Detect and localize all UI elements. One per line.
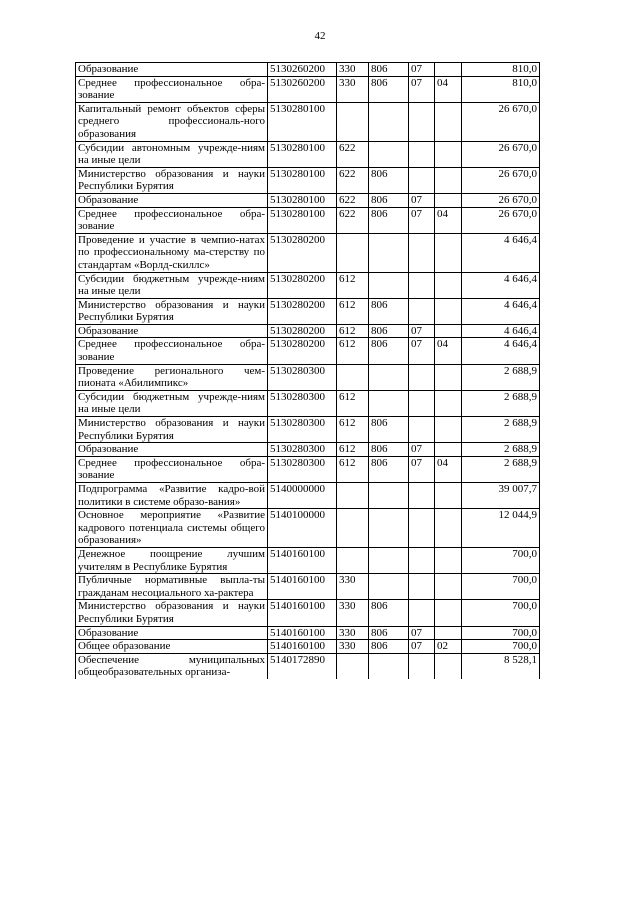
subsection-code-cell (435, 324, 462, 338)
table-row (76, 456, 540, 482)
table-row (76, 324, 540, 338)
target-article-code-cell: 5140160100 (268, 600, 337, 626)
ministry-code-cell (369, 547, 409, 573)
subsection-code-cell: 04 (435, 338, 462, 364)
target-article-code-cell: 5130280100 (268, 167, 337, 193)
expense-type-cell: 622 (337, 193, 369, 207)
expense-type-cell: 612 (337, 338, 369, 364)
target-article-code-cell: 5130280100 (268, 193, 337, 207)
target-article-code-cell: 5130280100 (268, 102, 337, 141)
row-name-cell: Публичные нормативные выпла-ты гражданам несоциального ха-рактера (76, 574, 268, 600)
section-code-cell (409, 364, 435, 390)
expense-type-cell (337, 364, 369, 390)
target-article-code-cell: 5130280200 (268, 338, 337, 364)
row-name-cell: Субсидии автономным учрежде-ниям на иные цели (76, 141, 268, 167)
table-row (76, 233, 540, 272)
target-article-code-cell: 5140100000 (268, 509, 337, 548)
table-row (76, 167, 540, 193)
amount-cell: 810,0 (462, 76, 540, 102)
section-code-cell (409, 102, 435, 141)
section-code-cell (409, 417, 435, 443)
target-article-code-cell: 5130280100 (268, 141, 337, 167)
target-article-code-cell: 5130280200 (268, 233, 337, 272)
table-row (76, 390, 540, 416)
section-code-cell (409, 233, 435, 272)
ministry-code-cell (369, 483, 409, 509)
target-article-code-cell: 5140160100 (268, 547, 337, 573)
expense-type-cell: 330 (337, 600, 369, 626)
expense-type-cell (337, 483, 369, 509)
section-code-cell: 07 (409, 640, 435, 654)
table-row (76, 640, 540, 654)
page-number: 42 (314, 30, 326, 42)
subsection-code-cell (435, 417, 462, 443)
amount-cell: 2 688,9 (462, 390, 540, 416)
target-article-code-cell: 5140000000 (268, 483, 337, 509)
expense-type-cell: 330 (337, 626, 369, 640)
amount-cell: 810,0 (462, 63, 540, 77)
target-article-code-cell: 5140160100 (268, 626, 337, 640)
ministry-code-cell: 806 (369, 324, 409, 338)
amount-cell: 2 688,9 (462, 417, 540, 443)
section-code-cell: 07 (409, 338, 435, 364)
ministry-code-cell (369, 364, 409, 390)
subsection-code-cell (435, 167, 462, 193)
ministry-code-cell: 806 (369, 207, 409, 233)
budget-table (75, 62, 540, 679)
section-code-cell (409, 141, 435, 167)
section-code-cell: 07 (409, 193, 435, 207)
table-row (76, 574, 540, 600)
row-name-cell: Общее образование (76, 640, 268, 654)
amount-cell: 39 007,7 (462, 483, 540, 509)
row-name-cell: Среднее профессиональное обра-зование (76, 338, 268, 364)
expense-type-cell: 330 (337, 76, 369, 102)
budget-table-body (76, 63, 540, 679)
expense-type-cell: 612 (337, 272, 369, 298)
section-code-cell: 07 (409, 626, 435, 640)
subsection-code-cell (435, 574, 462, 600)
section-code-cell: 07 (409, 456, 435, 482)
table-row (76, 207, 540, 233)
section-code-cell (409, 272, 435, 298)
table-row (76, 364, 540, 390)
section-code-cell (409, 298, 435, 324)
table-row (76, 626, 540, 640)
table-row (76, 443, 540, 457)
subsection-code-cell (435, 547, 462, 573)
section-code-cell: 07 (409, 443, 435, 457)
row-name-cell: Министерство образования и науки Республики Бурятия (76, 600, 268, 626)
amount-cell: 4 646,4 (462, 233, 540, 272)
ministry-code-cell: 806 (369, 626, 409, 640)
table-row (76, 141, 540, 167)
target-article-code-cell: 5130280300 (268, 417, 337, 443)
target-article-code-cell: 5130280200 (268, 272, 337, 298)
row-name-cell: Образование (76, 626, 268, 640)
expense-type-cell (337, 547, 369, 573)
table-row (76, 338, 540, 364)
expense-type-cell (337, 653, 369, 679)
section-code-cell: 07 (409, 63, 435, 77)
subsection-code-cell (435, 141, 462, 167)
ministry-code-cell: 806 (369, 417, 409, 443)
amount-cell: 2 688,9 (462, 456, 540, 482)
table-row (76, 102, 540, 141)
amount-cell: 700,0 (462, 640, 540, 654)
amount-cell: 4 646,4 (462, 298, 540, 324)
row-name-cell: Обеспечение муниципальных общеобразовательных организа- (76, 653, 268, 679)
row-name-cell: Подпрограмма «Развитие кадро-вой политики в системе образо-вания» (76, 483, 268, 509)
amount-cell: 26 670,0 (462, 207, 540, 233)
subsection-code-cell (435, 626, 462, 640)
target-article-code-cell: 5130280300 (268, 364, 337, 390)
row-name-cell: Образование (76, 193, 268, 207)
subsection-code-cell (435, 233, 462, 272)
table-row (76, 298, 540, 324)
section-code-cell (409, 509, 435, 548)
row-name-cell: Образование (76, 63, 268, 77)
amount-cell: 26 670,0 (462, 193, 540, 207)
amount-cell: 700,0 (462, 626, 540, 640)
subsection-code-cell (435, 364, 462, 390)
subsection-code-cell (435, 193, 462, 207)
ministry-code-cell: 806 (369, 167, 409, 193)
subsection-code-cell (435, 63, 462, 77)
expense-type-cell: 612 (337, 324, 369, 338)
table-row (76, 272, 540, 298)
subsection-code-cell: 04 (435, 207, 462, 233)
table-row (76, 547, 540, 573)
row-name-cell: Министерство образования и науки Республики Бурятия (76, 167, 268, 193)
ministry-code-cell (369, 653, 409, 679)
ministry-code-cell: 806 (369, 76, 409, 102)
section-code-cell (409, 167, 435, 193)
subsection-code-cell (435, 272, 462, 298)
table-row (76, 600, 540, 626)
ministry-code-cell (369, 272, 409, 298)
row-name-cell: Среднее профессиональное обра-зование (76, 456, 268, 482)
row-name-cell: Проведение регионального чем-пионата «Абилимпикс» (76, 364, 268, 390)
amount-cell: 8 528,1 (462, 653, 540, 679)
subsection-code-cell (435, 600, 462, 626)
amount-cell: 26 670,0 (462, 102, 540, 141)
table-row (76, 653, 540, 679)
row-name-cell: Образование (76, 324, 268, 338)
amount-cell: 2 688,9 (462, 443, 540, 457)
target-article-code-cell: 5130280300 (268, 443, 337, 457)
ministry-code-cell (369, 574, 409, 600)
target-article-code-cell: 5140160100 (268, 640, 337, 654)
amount-cell: 26 670,0 (462, 167, 540, 193)
section-code-cell: 07 (409, 324, 435, 338)
row-name-cell: Министерство образования и науки Республики Бурятия (76, 417, 268, 443)
ministry-code-cell (369, 233, 409, 272)
amount-cell: 700,0 (462, 574, 540, 600)
target-article-code-cell: 5130280300 (268, 456, 337, 482)
table-row (76, 193, 540, 207)
section-code-cell: 07 (409, 76, 435, 102)
ministry-code-cell: 806 (369, 338, 409, 364)
ministry-code-cell (369, 141, 409, 167)
subsection-code-cell (435, 509, 462, 548)
table-row (76, 417, 540, 443)
ministry-code-cell: 806 (369, 640, 409, 654)
section-code-cell (409, 547, 435, 573)
section-code-cell: 07 (409, 207, 435, 233)
row-name-cell: Среднее профессиональное обра-зование (76, 207, 268, 233)
section-code-cell (409, 574, 435, 600)
subsection-code-cell (435, 483, 462, 509)
subsection-code-cell (435, 443, 462, 457)
subsection-code-cell: 02 (435, 640, 462, 654)
ministry-code-cell (369, 390, 409, 416)
ministry-code-cell: 806 (369, 298, 409, 324)
row-name-cell: Основное мероприятие «Развитие кадрового потенциала системы общего образования» (76, 509, 268, 548)
subsection-code-cell: 04 (435, 456, 462, 482)
target-article-code-cell: 5130260200 (268, 76, 337, 102)
row-name-cell: Проведение и участие в чемпио-натах по профессиональному ма-стерству по стандартам «Ворлд-скиллс» (76, 233, 268, 272)
ministry-code-cell: 806 (369, 443, 409, 457)
ministry-code-cell: 806 (369, 456, 409, 482)
ministry-code-cell: 806 (369, 63, 409, 77)
subsection-code-cell (435, 390, 462, 416)
target-article-code-cell: 5130280200 (268, 324, 337, 338)
row-name-cell: Образование (76, 443, 268, 457)
amount-cell: 26 670,0 (462, 141, 540, 167)
amount-cell: 12 044,9 (462, 509, 540, 548)
expense-type-cell: 612 (337, 298, 369, 324)
section-code-cell (409, 653, 435, 679)
table-row (76, 76, 540, 102)
ministry-code-cell (369, 102, 409, 141)
expense-type-cell: 622 (337, 167, 369, 193)
expense-type-cell (337, 509, 369, 548)
subsection-code-cell (435, 102, 462, 141)
subsection-code-cell (435, 653, 462, 679)
section-code-cell (409, 600, 435, 626)
row-name-cell: Министерство образования и науки Республики Бурятия (76, 298, 268, 324)
ministry-code-cell: 806 (369, 193, 409, 207)
table-row (76, 509, 540, 548)
ministry-code-cell (369, 509, 409, 548)
section-code-cell (409, 483, 435, 509)
row-name-cell: Денежное поощрение лучшим учителям в Республике Бурятия (76, 547, 268, 573)
row-name-cell: Субсидии бюджетным учрежде-ниям на иные цели (76, 272, 268, 298)
subsection-code-cell (435, 298, 462, 324)
row-name-cell: Капитальный ремонт объектов сферы среднего профессиональ-ного образования (76, 102, 268, 141)
target-article-code-cell: 5140172890 (268, 653, 337, 679)
amount-cell: 2 688,9 (462, 364, 540, 390)
expense-type-cell: 622 (337, 207, 369, 233)
expense-type-cell: 622 (337, 141, 369, 167)
expense-type-cell (337, 233, 369, 272)
row-name-cell: Среднее профессиональное обра-зование (76, 76, 268, 102)
target-article-code-cell: 5130260200 (268, 63, 337, 77)
target-article-code-cell: 5130280200 (268, 298, 337, 324)
expense-type-cell: 612 (337, 443, 369, 457)
amount-cell: 4 646,4 (462, 324, 540, 338)
expense-type-cell: 330 (337, 63, 369, 77)
expense-type-cell: 612 (337, 390, 369, 416)
target-article-code-cell: 5130280100 (268, 207, 337, 233)
section-code-cell (409, 390, 435, 416)
row-name-cell: Субсидии бюджетным учрежде-ниям на иные цели (76, 390, 268, 416)
expense-type-cell (337, 102, 369, 141)
expense-type-cell: 330 (337, 574, 369, 600)
amount-cell: 4 646,4 (462, 338, 540, 364)
amount-cell: 4 646,4 (462, 272, 540, 298)
target-article-code-cell: 5130280300 (268, 390, 337, 416)
amount-cell: 700,0 (462, 547, 540, 573)
target-article-code-cell: 5140160100 (268, 574, 337, 600)
ministry-code-cell: 806 (369, 600, 409, 626)
expense-type-cell: 330 (337, 640, 369, 654)
subsection-code-cell: 04 (435, 76, 462, 102)
expense-type-cell: 612 (337, 417, 369, 443)
amount-cell: 700,0 (462, 600, 540, 626)
expense-type-cell: 612 (337, 456, 369, 482)
table-row (76, 483, 540, 509)
table-row (76, 63, 540, 77)
